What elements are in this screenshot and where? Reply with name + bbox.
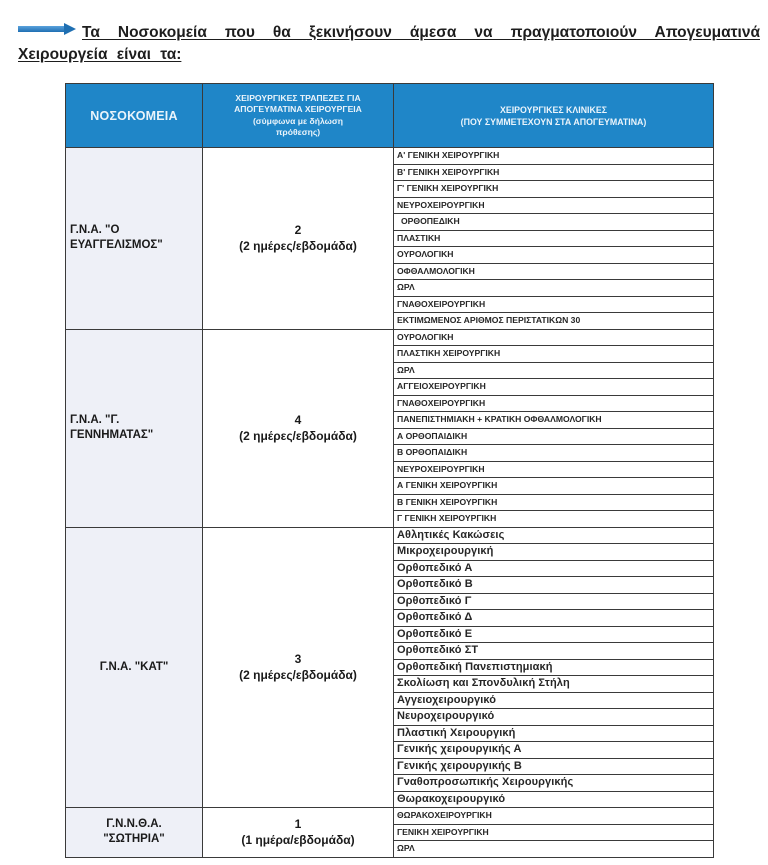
clinic-cell: ΟΡΘΟΠΕΔΙΚΗ — [394, 214, 714, 231]
hospital-name-gennimatas: Γ.Ν.Α. "Γ. ΓΕΝΝΗΜΑΤΑΣ" — [66, 329, 203, 527]
hospital-name-sotiria: Γ.Ν.Ν.Θ.Α. "ΣΩΤΗΡΙΑ" — [66, 808, 203, 858]
clinic-cell: Πλαστική Χειρουργική — [394, 725, 714, 742]
clinic-cell: Θωρακοχειρουργικό — [394, 791, 714, 808]
hospitals-table — [65, 83, 714, 858]
clinic-cell: ΟΥΡΟΛΟΓΙΚΗ — [394, 329, 714, 346]
heading-line-2: Χειρουργεία είναι τα: — [18, 46, 182, 64]
clinic-cell: Νευροχειρουργικό — [394, 709, 714, 726]
surgical-tables-evangelismos — [203, 148, 394, 330]
table-row — [66, 527, 714, 544]
clinic-cell: Γ' ΓΕΝΙΚΗ ΧΕΙΡΟΥΡΓΙΚΗ — [394, 181, 714, 198]
clinic-cell: Σκολίωση και Σπονδυλική Στήλη — [394, 676, 714, 693]
clinic-cell: ΩΡΛ — [394, 280, 714, 297]
clinic-cell: ΝΕΥΡΟΧΕΙΡΟΥΡΓΙΚΗ — [394, 197, 714, 214]
table-body — [66, 148, 714, 858]
clinic-cell: Ορθοπεδική Πανεπιστημιακή — [394, 659, 714, 676]
surgical-tables-sotiria — [203, 808, 394, 858]
clinic-cell: Β' ΓΕΝΙΚΗ ΧΕΙΡΟΥΡΓΙΚΗ — [394, 164, 714, 181]
clinic-cell: Β ΓΕΝΙΚΗ ΧΕΙΡΟΥΡΓΙΚΗ — [394, 494, 714, 511]
clinic-cell: Ορθοπεδικό Γ — [394, 593, 714, 610]
hospital-name-evangelismos: Γ.Ν.Α. "Ο ΕΥΑΓΓΕΛΙΣΜΟΣ" — [66, 148, 203, 330]
clinic-cell: Ορθοπεδικό Β — [394, 577, 714, 594]
clinic-cell: Α ΓΕΝΙΚΗ ΧΕΙΡΟΥΡΓΙΚΗ — [394, 478, 714, 495]
clinic-cell: Αγγειοχειρουργικό — [394, 692, 714, 709]
clinic-cell: ΟΦΘΑΛΜΟΛΟΓΙΚΗ — [394, 263, 714, 280]
clinic-cell: ΘΩΡΑΚΟΧΕΙΡΟΥΡΓΙΚΗ — [394, 808, 714, 825]
tables-schedule: (2 ημέρες/εβδομάδα) — [239, 429, 357, 443]
clinic-cell: ΝΕΥΡΟΧΕΙΡΟΥΡΓΙΚΗ — [394, 461, 714, 478]
clinic-cell: Β ΟΡΘΟΠΑΙΔΙΚΗ — [394, 445, 714, 462]
section-heading — [18, 22, 760, 66]
clinic-cell: Ορθοπεδικό ΣΤ — [394, 643, 714, 660]
clinic-cell: ΑΓΓΕΙΟΧΕΙΡΟΥΡΓΙΚΗ — [394, 379, 714, 396]
tables-count: 1 — [294, 817, 302, 832]
clinic-cell: Γ ΓΕΝΙΚΗ ΧΕΙΡΟΥΡΓΙΚΗ — [394, 511, 714, 528]
tables-count: 3 — [294, 652, 302, 667]
tables-count: 4 — [294, 413, 302, 427]
clinic-cell: ΩΡΛ — [394, 362, 714, 379]
clinic-cell: Ορθοπεδικό Δ — [394, 610, 714, 627]
clinic-cell: ΩΡΛ — [394, 841, 714, 858]
clinic-cell: ΕΚΤΙΜΩΜΕΝΟΣ ΑΡΙΘΜΟΣ ΠΕΡΙΣΤΑΤΙΚΩΝ 30 — [394, 313, 714, 330]
clinic-cell: ΓΝΑΘΟΧΕΙΡΟΥΡΓΙΚΗ — [394, 395, 714, 412]
surgical-tables-gennimatas — [203, 329, 394, 527]
heading-line-1: Τα Νοσοκομεία που θα ξεκινήσουν άμεσα να πραγματοποιούν Απογευματινά — [18, 22, 760, 44]
clinic-cell: Α ΟΡΘΟΠΑΙΔΙΚΗ — [394, 428, 714, 445]
column-header-hospitals: ΝΟΣΟΚΟΜΕΙΑ — [66, 84, 203, 148]
clinic-cell: ΓΕΝΙΚΗ ΧΕΙΡΟΥΡΓΙΚΗ — [394, 824, 714, 841]
column-header-surgical-clinics: ΧΕΙΡΟΥΡΓΙΚΕΣ ΚΛΙΝΙΚΕΣ (ΠΟΥ ΣΥΜΜΕΤΕΧΟΥΝ ΣΤΑ ΑΠΟΓΕΥΜΑΤΙΝΑ) — [394, 84, 714, 148]
clinic-cell: Γναθοπροσωπικής Χειρουργικής — [394, 775, 714, 792]
table-row — [66, 808, 714, 825]
column-header-surgical-tables: ΧΕΙΡΟΥΡΓΙΚΕΣ ΤΡΑΠΕΖΕΣ ΓΙΑ ΑΠΟΓΕΥΜΑΤΙΝΑ ΧΕΙΡΟΥΡΓΕΙΑ (σύμφωνα με δήλωση πρόθεσης) — [203, 84, 394, 148]
surgical-tables-kat — [203, 527, 394, 808]
table-row — [66, 329, 714, 346]
clinic-cell: Αθλητικές Κακώσεις — [394, 527, 714, 544]
clinic-cell: ΠΛΑΣΤΙΚΗ ΧΕΙΡΟΥΡΓΙΚΗ — [394, 346, 714, 363]
tables-schedule: (1 ημέρα/εβδομάδα) — [241, 833, 355, 848]
right-arrow-icon — [18, 20, 76, 42]
table-header-row — [66, 84, 714, 148]
clinic-cell: Α' ΓΕΝΙΚΗ ΧΕΙΡΟΥΡΓΙΚΗ — [394, 148, 714, 165]
hospital-name-kat: Γ.Ν.Α. "ΚΑΤ" — [66, 527, 203, 808]
clinic-cell: Γενικής χειρουργικής Β — [394, 758, 714, 775]
tables-schedule: (2 ημέρες/εβδομάδα) — [239, 668, 357, 683]
clinic-cell: Μικροχειρουργική — [394, 544, 714, 561]
tables-schedule: (2 ημέρες/εβδομάδα) — [239, 239, 357, 254]
clinic-cell: ΠΛΑΣΤΙΚΗ — [394, 230, 714, 247]
clinic-cell: Γενικής χειρουργικής Α — [394, 742, 714, 759]
clinic-cell: Ορθοπεδικό Α — [394, 560, 714, 577]
table-row — [66, 148, 714, 165]
clinic-cell: ΟΥΡΟΛΟΓΙΚΗ — [394, 247, 714, 264]
clinic-cell: Ορθοπεδικό Ε — [394, 626, 714, 643]
clinic-cell: ΠΑΝΕΠΙΣΤΗΜΙΑΚΗ + ΚΡΑΤΙΚΗ ΟΦΘΑΛΜΟΛΟΓΙΚΗ — [394, 412, 714, 429]
clinic-cell: ΓΝΑΘΟΧΕΙΡΟΥΡΓΙΚΗ — [394, 296, 714, 313]
tables-count: 2 — [294, 223, 302, 238]
